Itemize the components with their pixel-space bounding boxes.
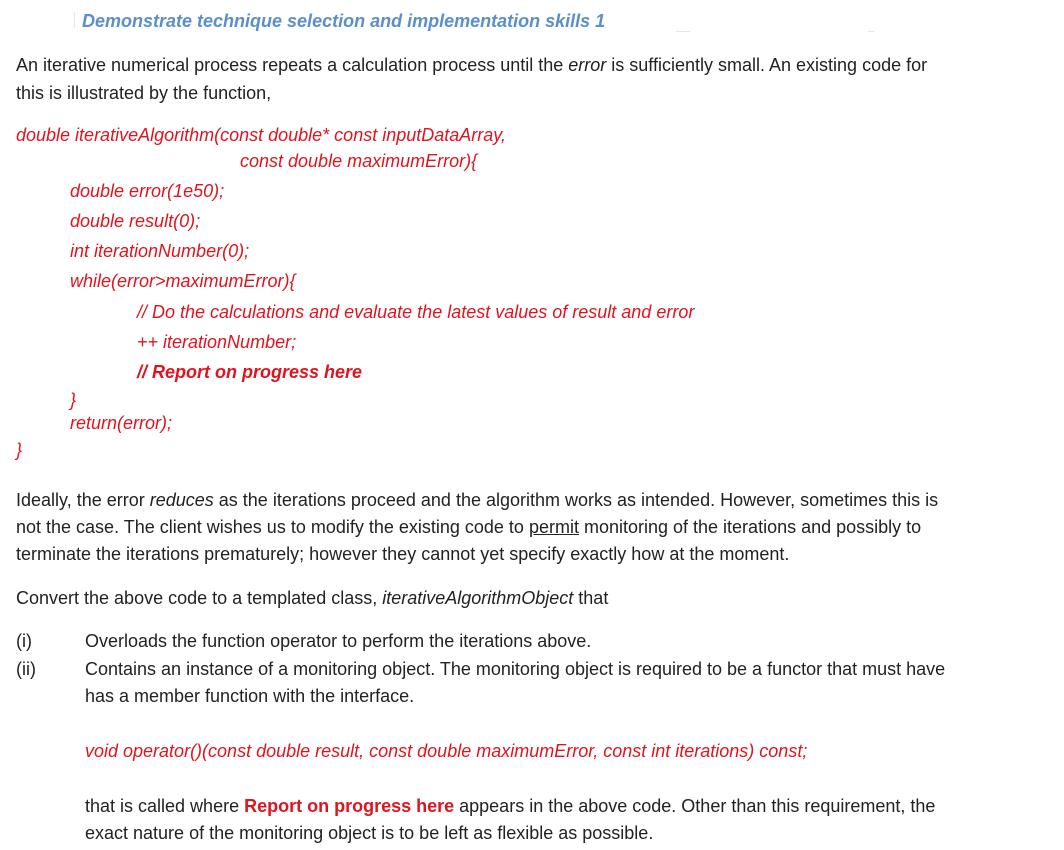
para2-reduces-word: reduces (149, 490, 214, 510)
intro-line-2: this is illustrated by the function, (16, 83, 272, 103)
code-while: while(error>maximumError){ (70, 271, 296, 291)
convert-line (16, 585, 608, 613)
para2-permit-word: permit (528, 517, 579, 537)
para2-text: monitoring of the iterations and possibly to (578, 517, 922, 537)
margin-mark (676, 31, 690, 32)
para2-text: Ideally, the error (16, 490, 150, 510)
code-return: return(error); (70, 413, 173, 433)
final-text: appears in the above code. Other than this requirement, the (454, 796, 936, 816)
item-1-text: Overloads the function operator to perform the iterations above. (85, 631, 592, 651)
final-report-phrase: Report on progress here (244, 796, 455, 816)
code-decl-error: double error(1e50); (70, 181, 225, 201)
para2-line-2 (16, 514, 921, 542)
code-comment-report: // Report on progress here (137, 362, 363, 382)
intro-line-1 (16, 52, 927, 80)
item-2-text: Contains an instance of a monitoring object. The monitoring object is required to be a functor that must have (85, 659, 946, 679)
code-close-while: } (70, 390, 77, 410)
para2-text: not the case. The client wishes us to modify the existing code to (16, 517, 529, 537)
code-signature-2: const double maximumError){ (240, 151, 478, 171)
para2-line-3: terminate the iterations prematurely; however they cannot yet specify exactly how at the moment. (16, 544, 790, 564)
code-decl-iteration: int iterationNumber(0); (70, 241, 250, 261)
final-text: that is called where (85, 796, 245, 816)
intro-text: An iterative numerical process repeats a calculation process until the (16, 55, 569, 75)
margin-mark (868, 31, 874, 32)
intro-text: is sufficiently small. An existing code for (606, 55, 928, 75)
convert-classname: iterativeAlgorithmObject (382, 588, 574, 608)
final-line-2: exact nature of the monitoring object is to be left as flexible as possible. (85, 823, 654, 843)
item-2-text-cont: has a member function with the interface. (85, 686, 415, 706)
page-heading: Demonstrate technique selection and implementation skills 1 (82, 11, 606, 31)
item-2-marker: (ii) (16, 659, 36, 679)
convert-text: that (573, 588, 609, 608)
interface-code: void operator()(const double result, const double maximumError, const int iterations) const; (85, 741, 808, 761)
code-increment: ++ iterationNumber; (137, 332, 297, 352)
final-line-1 (85, 793, 935, 821)
code-signature-1: double iterativeAlgorithm(const double* const inputDataArray, (16, 125, 506, 145)
code-decl-result: double result(0); (70, 211, 201, 231)
code-close-function: } (16, 440, 23, 460)
para2-line-1 (16, 487, 938, 515)
convert-text: Convert the above code to a templated class, (16, 588, 383, 608)
para2-text: as the iterations proceed and the algorithm works as intended. However, sometimes this is (213, 490, 939, 510)
item-1-marker: (i) (16, 631, 32, 651)
margin-mark (74, 12, 75, 28)
intro-error-word: error (568, 55, 607, 75)
code-comment-calc: // Do the calculations and evaluate the latest values of result and error (137, 302, 695, 322)
